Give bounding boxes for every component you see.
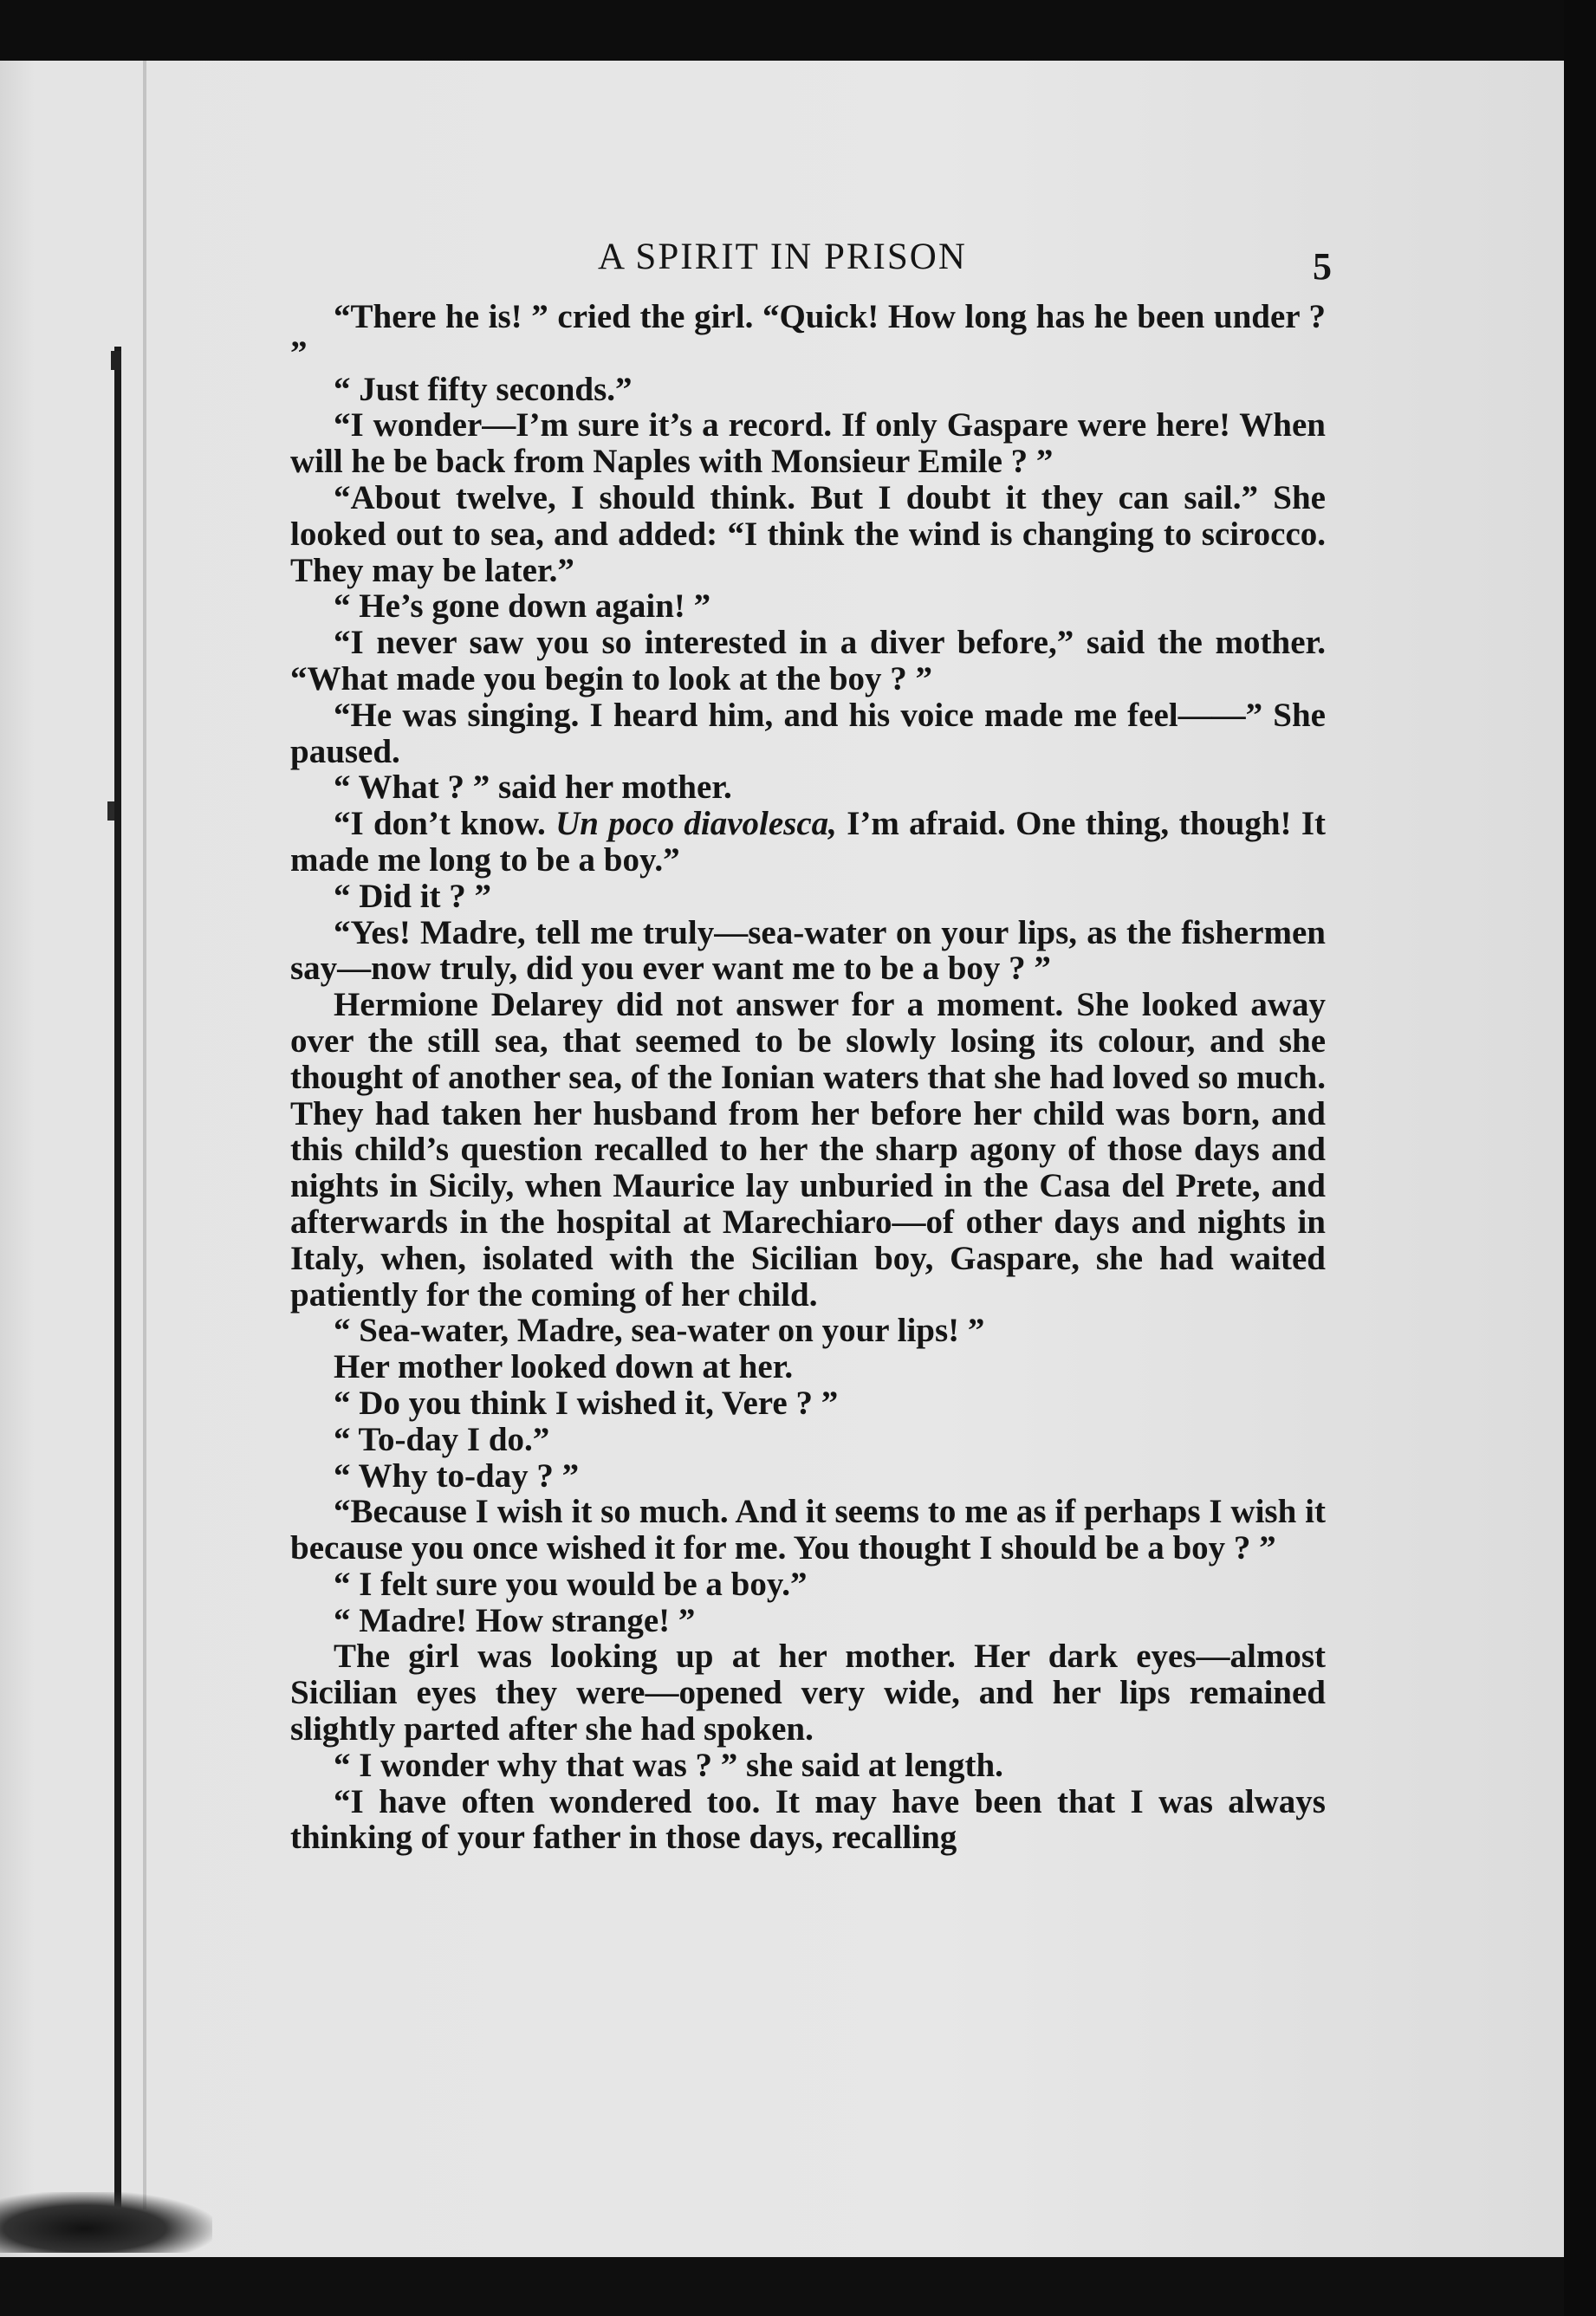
paragraph: “I wonder—I’m sure it’s a record. If only Gaspare were here! When will he be back from Naples with Monsieur Emile ? ” — [290, 406, 1326, 481]
paragraph: “ I felt sure you would be a boy.” — [334, 1565, 808, 1603]
body-text — [290, 299, 1326, 1856]
paragraph: “ To-day I do.” — [334, 1420, 550, 1458]
italic-phrase: Un poco diavolesca, — [555, 805, 837, 843]
paragraph — [290, 806, 1326, 879]
paragraph: “ He’s gone down again! ” — [334, 587, 711, 626]
page-gutter-line — [143, 61, 146, 2209]
paragraph: Hermione Delarey did not answer for a moment. She looked away over the still sea, that seemed to be slowly losing its colour, and she thought of another sea, of the Ionian waters that she had loved so much. They had taken her husband from her before her child was born, and this child’s question recalled to her the sharp agony of those days and nights in Sicily, when Maurice lay unburied in the Casa del Prete, and afterwards in the hospital at Marechiaro—of other days and nights in Italy, when, isolated with the Sicilian boy, Gaspare, she had waited patiently for the coming of her child. — [290, 986, 1326, 1314]
spine-mark-top — [111, 351, 121, 370]
paragraph: “ Madre! How strange! ” — [334, 1601, 696, 1639]
page-header — [0, 236, 1564, 288]
paragraph: “ I wonder why that was ? ” she said at length. — [334, 1746, 1003, 1784]
paragraph: “ Just fifty seconds.” — [334, 370, 633, 408]
scan-border-right — [1564, 0, 1596, 2316]
book-spine-shadow — [114, 347, 121, 2240]
paragraph: “ What ? ” said her mother. — [334, 769, 732, 807]
paragraph: “I have often wondered too. It may have been that I was always thinking of your father in those days, recalling — [290, 1782, 1326, 1857]
paragraph-text: “I don’t know. — [334, 805, 556, 843]
paragraph: “ Why to-day ? ” — [334, 1456, 580, 1495]
thumb-smudge — [0, 2192, 212, 2253]
paragraph: “He was singing. I heard him, and his voice made me feel——” She paused. — [290, 696, 1326, 770]
paragraph: The girl was looking up at her mother. Her dark eyes—almost Sicilian eyes they were—opened very wide, and her lips remained slightly parted after she had spoken. — [290, 1638, 1326, 1748]
paragraph: “ Do you think I wished it, Vere ? ” — [334, 1384, 839, 1422]
page-number: 5 — [1313, 245, 1332, 288]
scan-border-bottom — [0, 2257, 1596, 2316]
paragraph: “About twelve, I should think. But I doubt it they can sail.” She looked out to sea, and added: “I think the wind is changing to scirocco. They may be later.” — [290, 478, 1326, 589]
paragraph: “I never saw you so interested in a diver before,” said the mother. “What made you begin to look at the boy ? ” — [290, 624, 1326, 697]
paragraph: “Because I wish it so much. And it seems to me as if perhaps I wish it because you once wished it for me. You thought I should be a boy ? ” — [290, 1493, 1326, 1567]
paragraph: “ Sea-water, Madre, sea-water on your lips! ” — [334, 1312, 985, 1350]
paragraph: “ Did it ? ” — [334, 877, 492, 915]
running-title: A SPIRIT IN PRISON — [598, 237, 967, 277]
paragraph-text: I’m afraid. One thing, though! It made me long to be a boy.” — [290, 805, 1326, 879]
spine-mark-middle — [107, 801, 114, 821]
paragraph: Her mother looked down at her. — [334, 1348, 794, 1386]
paragraph: “Yes! Madre, tell me truly—sea-water on your lips, as the fishermen say—now truly, did you ever want me to be a boy ? ” — [290, 913, 1326, 988]
paragraph: “There he is! ” cried the girl. “Quick! How long has he been under ? ” — [290, 298, 1326, 372]
